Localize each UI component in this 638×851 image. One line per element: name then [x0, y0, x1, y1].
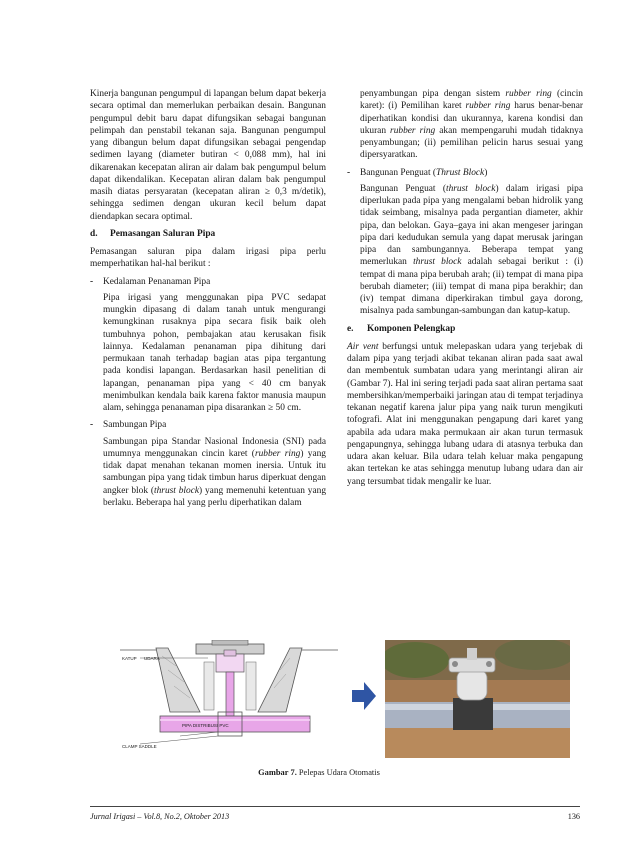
section-letter: e. — [347, 323, 354, 334]
footer-divider — [90, 806, 580, 807]
section-title: Komponen Pelengkap — [367, 323, 456, 334]
right-paragraph-1 — [347, 88, 583, 162]
footer-journal: Jurnal Irigasi – Vol.8, No.2, Oktober 2013 — [90, 812, 230, 821]
text-run: ) yang tidak dapat menahan tekanan momen inersia. Untuk itu sambungan pipa yang tidak timbun harus diperkuat dengan angker blok ( — [103, 448, 326, 496]
text-run: Sambungan pipa Standar Nasional Indonesia (SNI) pada umumnya menggunakan cincin karet ( — [103, 436, 326, 459]
bullet-title: Sambungan Pipa — [103, 420, 167, 431]
right-arrow-icon — [352, 682, 376, 710]
text-run-italic: thrust block — [154, 485, 200, 496]
left-paragraph-1: Kinerja bangunan pengumpul di lapangan belum dapat bekerja secara optimal dan memerlukan perbaikan desain. Bangunan pengumpul debit baru dapat difungsikan sebagai bangunan pelimpah dan penstabil tekanan saja. Bangunan pengumpul yang dibangun belum dapat difungsikan sebagai pengendap sedimen layang (diameter butiran < 0,088 mm), hal ini dikarenakan kecepatan aliran air dalam bak pengumpul belum dapat dikendalikan. Kecepatan aliran dalam bak pengumpul masih diatas persyaratan (kecepatan aliran ≥ 0,3 m/detik), sehingga sedimen dengan ukuran kecil belum dapat diendapkan secara optimal. — [90, 89, 326, 222]
text-run: ) — [484, 167, 488, 178]
bullet-title — [360, 167, 487, 179]
text-run-italic: thrust block — [413, 257, 462, 268]
text-run-italic: rubber ring — [505, 89, 552, 99]
dash-bullet-icon: - — [347, 167, 351, 178]
text-run-italic: rubber ring — [390, 125, 436, 136]
bullet-body-sambungan — [90, 436, 326, 510]
text-run: harus benar-benar diperhatikan kondisi dan ukurannya, karena kondisi dan ukuran — [360, 101, 583, 136]
bullet-sambungan — [90, 419, 326, 431]
caption-number: 7. — [290, 768, 297, 777]
text-run: Bangunan Penguat ( — [360, 167, 437, 178]
air-vent-photo — [385, 640, 570, 758]
page-number: 136 — [567, 812, 580, 821]
air-valve-diagram — [120, 640, 338, 758]
caption-label: Gambar — [258, 768, 289, 777]
bullet-kedalaman — [90, 276, 326, 288]
bullet-body-kedalaman: Pipa irigasi yang menggunakan pipa PVC sedapat mungkin dipasang di dalam tanah untuk mengurangi kemungkinan rusaknya pipa secara fisik baik oleh tumbuhnya pohon, pembajakan atau kerusakan fisik lainnya. Kedalaman penanaman pipa dihitung dari permukaan tanah terhadap bagian atas pipa tergantung pada kondisi lapangan. Berdasarkan hasil penelitian di lapangan, penanaman pipa yang < 40 cm banyak menimbulkan kendala baik karena faktor manusia maupun alam, sehingga penanaman pipa disarankan ≥ 50 cm. — [103, 292, 326, 413]
label-katup: KATUP — [122, 656, 137, 661]
text-run-italic: Thrust Block — [436, 167, 485, 178]
text-run: adalah sebagai berikut : (i) tempat di mana pipa berubah arah; (ii) tempat di mana pipa berubah diameter; (iii) tempat di mana pipa berakhir; dan (iv) tempat dimana diperkirakan timbul gaya dorong, misalnya pada sambungan-sambungan dan katup-katup. — [360, 257, 584, 317]
dash-bullet-icon: - — [90, 420, 94, 431]
caption-text: Pelepas Udara Otomatis — [298, 768, 380, 777]
bullet-thrust-block — [347, 167, 583, 179]
label-clamp-saddle: CLAMP SADDLE — [122, 744, 157, 749]
label-pipa-distribusi: PIPA DISTRIBUSI PVC — [182, 723, 229, 728]
figure-caption — [0, 768, 638, 777]
right-paragraph-air-vent — [347, 341, 583, 488]
text-run-italic: thrust block — [445, 183, 496, 194]
text-run: ) yang memenuhi ketentuan yang berlaku. Beberapa hal yang perlu diperhatikan dalam — [103, 485, 327, 508]
text-run: penyambungan pipa dengan sistem — [360, 89, 506, 99]
section-letter: d. — [90, 228, 98, 239]
left-column — [90, 88, 326, 514]
text-run: akan mempengaruhi mudah tidaknya penyambungan; (ii) pemilihan pelicin harus sesuai yang dipersyaratkan. — [360, 125, 583, 161]
dash-bullet-icon: - — [90, 276, 94, 287]
section-heading-d — [90, 228, 326, 240]
text-run: berfungsi untuk melepaskan udara yang terjebak di dalam pipa yang terjadi akibat tekanan aliran pada saat awal dan membentuk sumbatan udara yang merintangi aliran air (Gambar 7). Hal ini sering terjadi pada saat aliran pertama saat membersihkan/memperbaiki jaringan atau di tempat terjadinya tekanan negatif karena jalur pipa yang naik turun mengikuti tofografi. Alat ini menggunakan pengapung dari karet yang apabila ada udara maka permukaan air akan turun termasuk pengapungnya, sehingga lubang udara di atasnya terbuka dan udara akan keluar. Bila udara telah keluar maka pengapung akan tertekan ke atas sehingga menutup lubang udara dan air yang tersumbat tidak mengalir ke luar. — [347, 341, 583, 487]
left-paragraph-2: Pemasangan saluran pipa dalam irigasi pipa perlu memperhatikan hal-hal berikut : — [90, 247, 326, 270]
section-title: Pemasangan Saluran Pipa — [110, 228, 216, 239]
text-run-italic: rubber ring — [254, 448, 301, 459]
bullet-title: Kedalaman Penanaman Pipa — [103, 276, 211, 287]
text-run: ) dalam irigasi pipa diperlukan pada pipa yang mengalami beban hidrolik yang tidak seimbang, misalnya pada pergantian diameter, akhir pipa, dan belokan. Gaya–gaya ini akan mengeser jaringan pipa dari kedudukan semula yang dapat merusak jaringan pipa dan sambungannya. Beberapa tempat yang memerlukan — [360, 183, 584, 268]
right-column — [347, 88, 583, 493]
text-run: Bangunan Penguat ( — [360, 183, 446, 194]
text-run-italic: rubber ring — [465, 101, 511, 112]
bullet-body-thrust-block — [347, 183, 583, 318]
section-heading-e — [347, 323, 583, 335]
text-run: (cincin karet): (i) Pemilihan karet — [360, 89, 583, 112]
text-run-italic: Air vent — [347, 341, 379, 352]
figure-air-release-valve — [120, 640, 570, 770]
label-udara: UDARA — [144, 656, 160, 661]
